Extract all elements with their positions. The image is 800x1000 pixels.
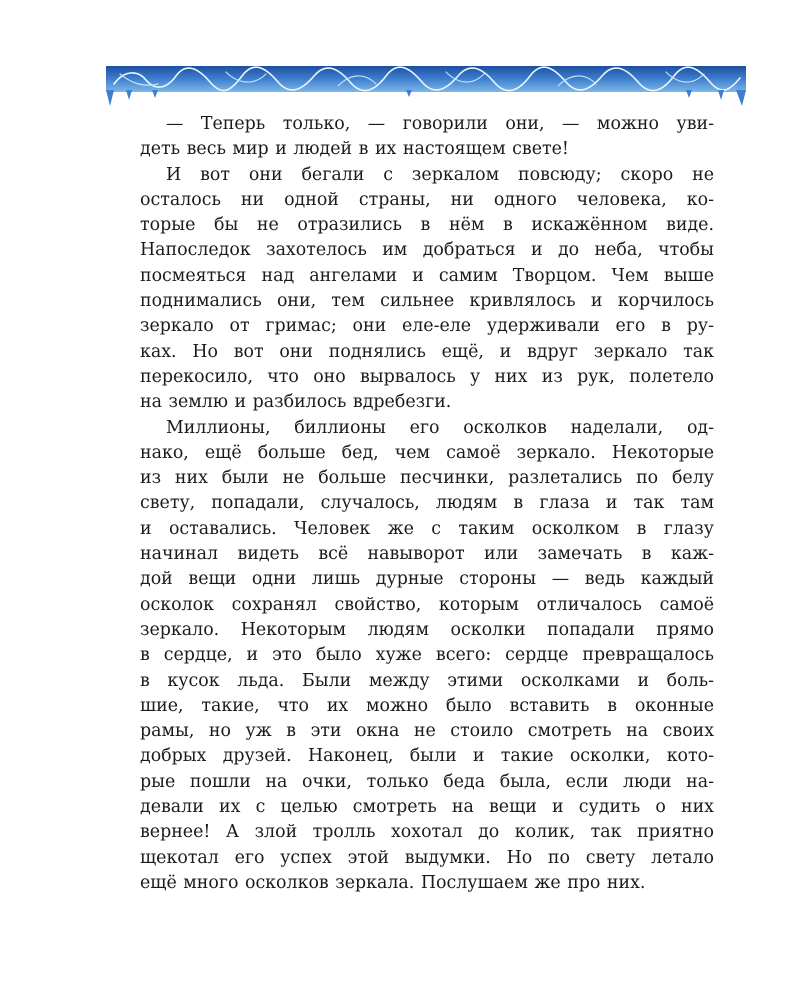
text-line: Напоследок захотелось им добраться и до неба, чтобы [140, 240, 714, 261]
text-line: посмеяться над ангелами и самим Творцом. Чем выше [140, 265, 714, 286]
text-line: ещё много осколков зеркала. Послушаем же про них. [140, 872, 646, 893]
text-line: в сердце, и это было хуже всего: сердце превращалось [140, 645, 714, 666]
text-line: поднимались они, тем сильнее кривлялось и корчилось [140, 291, 714, 312]
text-line: — Теперь только, — говорили они, — можно уви- [166, 114, 714, 134]
text-line: на землю и разбилось вдребезги. [140, 392, 452, 413]
text-line: деть весь мир и людей в их настоящем свете! [140, 139, 569, 160]
text-line: осталось ни одной страны, ни одного человека, ко- [140, 189, 714, 210]
text-line: добрых друзей. Наконец, были и такие осколки, кото- [140, 746, 714, 767]
text-line: И вот они бегали с зеркалом повсюду; скоро не [166, 164, 714, 185]
text-line: осколок сохранял свойство, которым отличалось самоё [140, 594, 714, 615]
text-line: рамы, но уж в эти окна не стоило смотреть на своих [140, 721, 714, 742]
ornament-icicles [106, 90, 746, 106]
text-line: ках. Но вот они поднялись ещё, и вдруг зеркало так [140, 341, 714, 362]
text-line: зеркало от гримас; они еле-еле удерживали его в ру- [140, 316, 714, 337]
text-line: щекотал его успех этой выдумки. Но по свету летало [140, 847, 714, 868]
text-line: Миллионы, биллионы его осколков наделали, од- [166, 417, 714, 438]
text-line: шие, такие, что их можно было вставить в оконные [140, 695, 714, 716]
text-line: рые пошли на очки, только беда была, если люди на- [140, 771, 714, 792]
story-text [140, 112, 714, 896]
paragraph [140, 416, 714, 897]
text-line: торые бы не отразились в нём в искажённом виде. [140, 215, 714, 236]
ornament-band [106, 66, 746, 92]
text-line: нако, ещё больше бед, чем самоё зеркало. Некоторые [140, 442, 714, 463]
text-line: в кусок льда. Были между этими осколками и боль- [140, 670, 714, 691]
text-line: зеркало. Некоторым людям осколки попадали прямо [140, 619, 714, 640]
text-line: вернее! А злой тролль хохотал до колик, так приятно [140, 822, 714, 843]
text-line: дой вещи одни лишь дурные стороны — ведь каждый [140, 569, 714, 590]
text-line: начинал видеть всё навыворот или замечать в каж- [140, 544, 714, 565]
text-line: из них были не больше песчинки, разлетались по белу [140, 468, 714, 489]
text-line: перекосило, что оно вырвалось у них из рук, полетело [140, 366, 714, 387]
text-line: свету, попадали, случалось, людям в глаза и так там [140, 493, 714, 514]
text-line: и оставались. Человек же с таким осколком в глазу [140, 518, 714, 539]
paragraph [140, 163, 714, 416]
paragraph [140, 112, 714, 163]
frost-ornament-header [106, 62, 746, 106]
text-line: девали их с целью смотреть на вещи и судить о них [140, 797, 714, 818]
